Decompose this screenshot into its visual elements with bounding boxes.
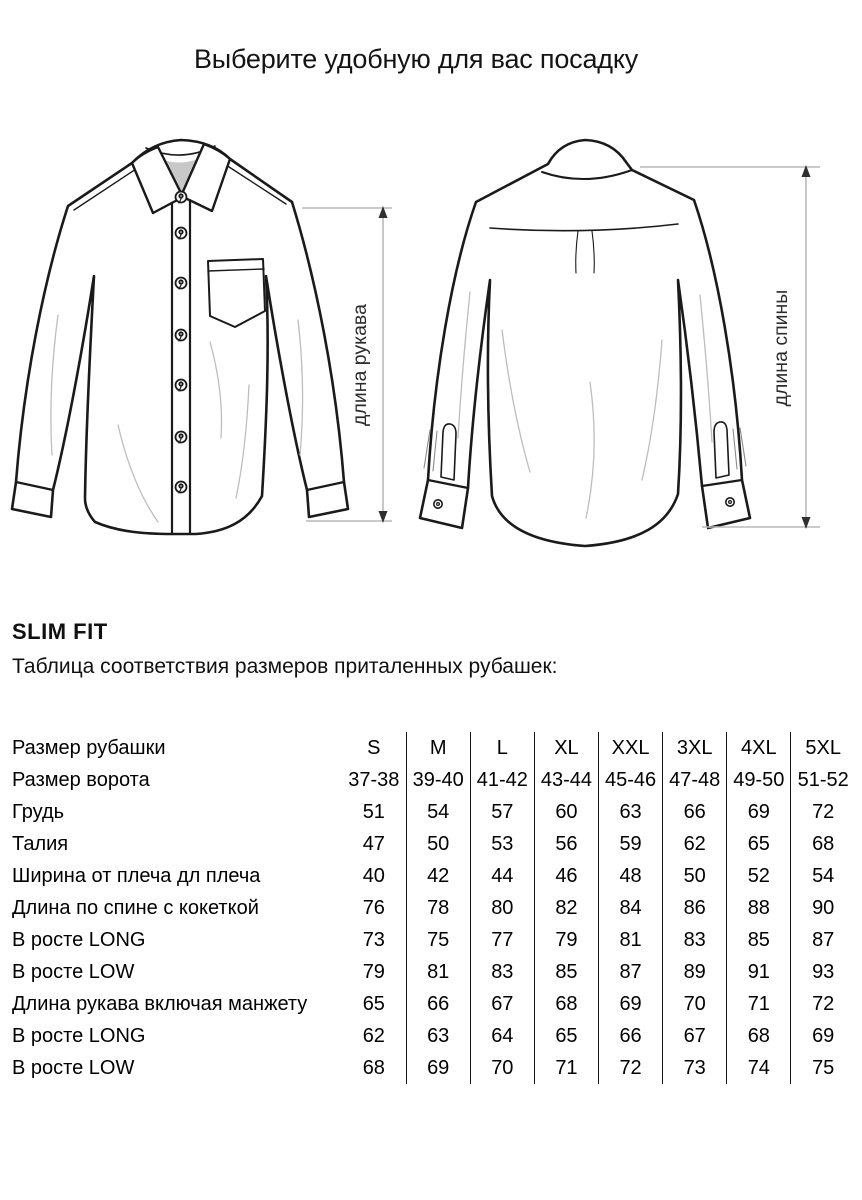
size-value-cell: 75 bbox=[406, 924, 470, 956]
size-row-label: В росте LONG bbox=[12, 1024, 146, 1047]
size-value-cell: 51-52 bbox=[791, 764, 855, 796]
size-value-cell: 57 bbox=[470, 796, 534, 828]
size-table-row bbox=[10, 796, 855, 828]
size-value-cell: 67 bbox=[470, 988, 534, 1020]
size-value-cell: 89 bbox=[663, 956, 727, 988]
size-table-row bbox=[10, 956, 855, 988]
size-code-cell: S bbox=[367, 736, 381, 759]
size-code-cell: XXL bbox=[599, 732, 663, 764]
size-value-cell: 41-42 bbox=[470, 764, 534, 796]
size-value-cell: 65 bbox=[534, 1020, 598, 1052]
size-value-cell: 85 bbox=[727, 924, 791, 956]
size-value-cell: 56 bbox=[534, 828, 598, 860]
size-value-cell: 93 bbox=[791, 956, 855, 988]
size-value-cell: 37-38 bbox=[348, 768, 400, 791]
table-caption: Таблица соответствия размеров приталенных рубашек: bbox=[12, 655, 558, 678]
size-value-cell: 81 bbox=[406, 956, 470, 988]
size-value-cell: 87 bbox=[599, 956, 663, 988]
size-table-row bbox=[10, 828, 855, 860]
size-value-cell: 47-48 bbox=[663, 764, 727, 796]
shirt-back-drawing bbox=[420, 140, 750, 546]
size-value-cell: 68 bbox=[534, 988, 598, 1020]
size-value-cell: 79 bbox=[534, 924, 598, 956]
size-table-row bbox=[10, 988, 855, 1020]
size-value-cell: 76 bbox=[362, 896, 385, 919]
size-value-cell: 82 bbox=[534, 892, 598, 924]
size-code-cell: 4XL bbox=[727, 732, 791, 764]
size-value-cell: 43-44 bbox=[534, 764, 598, 796]
size-value-cell: 54 bbox=[791, 860, 855, 892]
size-table-row bbox=[10, 892, 855, 924]
size-value-cell: 66 bbox=[663, 796, 727, 828]
size-value-cell: 69 bbox=[406, 1052, 470, 1084]
size-value-cell: 60 bbox=[534, 796, 598, 828]
size-value-cell: 86 bbox=[663, 892, 727, 924]
size-value-cell: 70 bbox=[470, 1052, 534, 1084]
size-row-label: Длина рукава включая манжету bbox=[12, 992, 308, 1015]
size-value-cell: 68 bbox=[791, 828, 855, 860]
size-table-row bbox=[10, 1020, 855, 1052]
size-value-cell: 50 bbox=[406, 828, 470, 860]
size-value-cell: 72 bbox=[599, 1052, 663, 1084]
size-value-cell: 69 bbox=[791, 1020, 855, 1052]
size-value-cell: 62 bbox=[362, 1024, 385, 1047]
size-value-cell: 83 bbox=[663, 924, 727, 956]
size-value-cell: 85 bbox=[534, 956, 598, 988]
size-code-cell: XL bbox=[534, 732, 598, 764]
size-value-cell: 79 bbox=[362, 960, 385, 983]
size-value-cell: 62 bbox=[663, 828, 727, 860]
size-row-label: Длина по спине с кокеткой bbox=[12, 896, 259, 919]
size-row-label: Размер ворота bbox=[12, 768, 150, 791]
shirt-front-drawing bbox=[12, 140, 348, 534]
size-value-cell: 69 bbox=[599, 988, 663, 1020]
size-row-label: Грудь bbox=[12, 800, 65, 823]
size-row-label: Размер рубашки bbox=[12, 736, 166, 759]
back-silhouette bbox=[420, 140, 750, 546]
size-value-cell: 63 bbox=[406, 1020, 470, 1052]
size-value-cell: 83 bbox=[470, 956, 534, 988]
size-value-cell: 50 bbox=[663, 860, 727, 892]
size-value-cell: 54 bbox=[406, 796, 470, 828]
sleeve-length-label: длина рукава bbox=[349, 304, 371, 426]
size-value-cell: 73 bbox=[362, 928, 385, 951]
size-value-cell: 71 bbox=[727, 988, 791, 1020]
size-value-cell: 47 bbox=[362, 832, 385, 855]
size-value-cell: 42 bbox=[406, 860, 470, 892]
page-title: Выберите удобную для вас посадку bbox=[193, 44, 639, 74]
size-value-cell: 87 bbox=[791, 924, 855, 956]
size-value-cell: 65 bbox=[727, 828, 791, 860]
size-value-cell: 73 bbox=[663, 1052, 727, 1084]
back-length-label: длина спины bbox=[770, 289, 792, 407]
size-value-cell: 70 bbox=[663, 988, 727, 1020]
size-value-cell: 46 bbox=[534, 860, 598, 892]
size-code-cell: M bbox=[406, 732, 470, 764]
size-row-label: В росте LOW bbox=[12, 960, 135, 983]
size-value-cell: 74 bbox=[727, 1052, 791, 1084]
size-row-label: Талия bbox=[12, 832, 69, 855]
fit-name-heading: SLIM FIT bbox=[12, 619, 108, 644]
size-value-cell: 78 bbox=[406, 892, 470, 924]
size-table-row bbox=[10, 764, 855, 796]
size-value-cell: 88 bbox=[727, 892, 791, 924]
size-row-label: Ширина от плеча дл плеча bbox=[12, 864, 261, 887]
size-value-cell: 77 bbox=[470, 924, 534, 956]
size-value-cell: 45-46 bbox=[599, 764, 663, 796]
size-code-cell: 5XL bbox=[791, 732, 855, 764]
size-value-cell: 48 bbox=[599, 860, 663, 892]
size-row-label: В росте LOW bbox=[12, 1056, 135, 1079]
size-value-cell: 66 bbox=[406, 988, 470, 1020]
size-value-cell: 72 bbox=[791, 796, 855, 828]
size-code-cell: 3XL bbox=[663, 732, 727, 764]
size-value-cell: 75 bbox=[791, 1052, 855, 1084]
size-table-row bbox=[10, 924, 855, 956]
size-value-cell: 65 bbox=[362, 992, 385, 1015]
size-value-cell: 63 bbox=[599, 796, 663, 828]
size-table-row bbox=[10, 732, 855, 764]
size-value-cell: 53 bbox=[470, 828, 534, 860]
shirt-diagrams bbox=[0, 130, 862, 585]
size-value-cell: 44 bbox=[470, 860, 534, 892]
size-value-cell: 39-40 bbox=[406, 764, 470, 796]
size-value-cell: 80 bbox=[470, 892, 534, 924]
size-value-cell: 64 bbox=[470, 1020, 534, 1052]
size-value-cell: 91 bbox=[727, 956, 791, 988]
size-row-label: В росте LONG bbox=[12, 928, 146, 951]
size-value-cell: 68 bbox=[727, 1020, 791, 1052]
size-value-cell: 71 bbox=[534, 1052, 598, 1084]
size-table-row bbox=[10, 1052, 855, 1084]
size-table-row bbox=[10, 860, 855, 892]
size-value-cell: 81 bbox=[599, 924, 663, 956]
size-value-cell: 52 bbox=[727, 860, 791, 892]
size-value-cell: 84 bbox=[599, 892, 663, 924]
size-value-cell: 40 bbox=[362, 864, 385, 887]
size-value-cell: 90 bbox=[791, 892, 855, 924]
size-code-cell: L bbox=[470, 732, 534, 764]
size-value-cell: 51 bbox=[362, 800, 385, 823]
size-value-cell: 67 bbox=[663, 1020, 727, 1052]
size-value-cell: 69 bbox=[727, 796, 791, 828]
size-value-cell: 49-50 bbox=[727, 764, 791, 796]
size-value-cell: 66 bbox=[599, 1020, 663, 1052]
size-value-cell: 68 bbox=[362, 1056, 385, 1079]
size-value-cell: 72 bbox=[791, 988, 855, 1020]
size-value-cell: 59 bbox=[599, 828, 663, 860]
size-table bbox=[10, 732, 855, 1084]
